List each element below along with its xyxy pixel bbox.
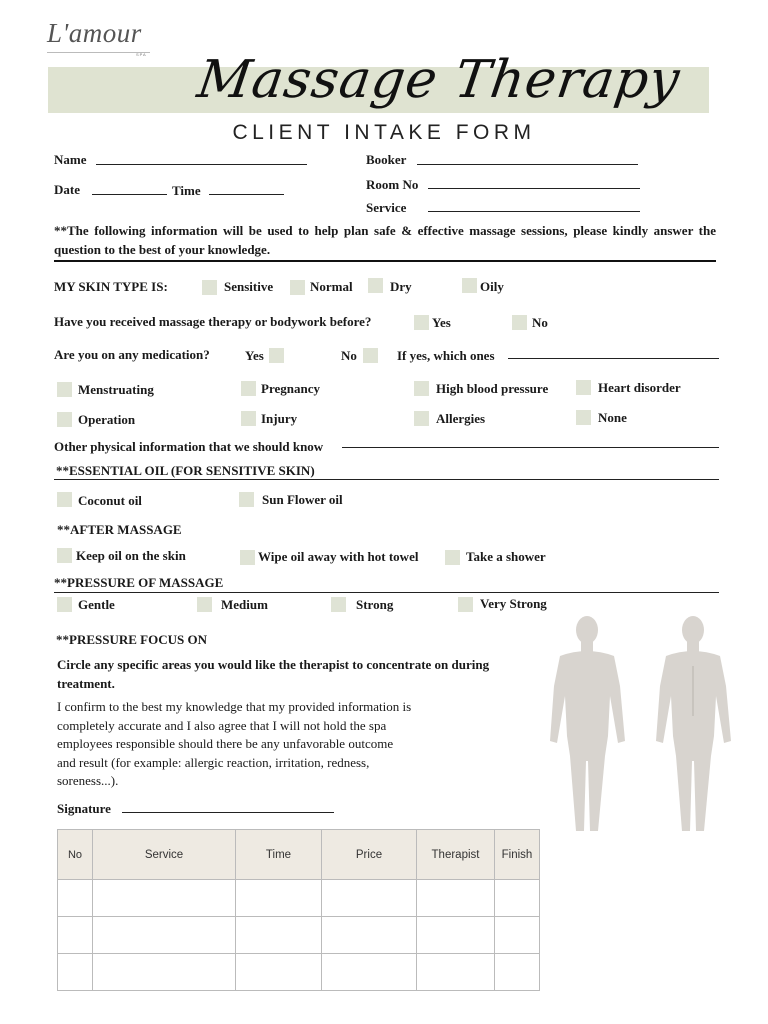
header-no: No xyxy=(58,830,93,880)
service-field[interactable] xyxy=(428,211,640,212)
option-operation: Operation xyxy=(78,412,136,427)
service-table xyxy=(57,829,540,991)
checkbox-none[interactable] xyxy=(576,410,591,425)
checkbox-medication-yes[interactable] xyxy=(269,348,284,363)
option-therapy-no: No xyxy=(532,315,548,330)
table-cell[interactable] xyxy=(58,954,93,991)
table-cell[interactable] xyxy=(417,880,495,917)
body-back-figure xyxy=(656,616,731,831)
checkbox-injury[interactable] xyxy=(241,411,256,426)
booker-label: Booker xyxy=(366,152,407,167)
script-title: Massage Therapy xyxy=(193,50,684,110)
table-cell[interactable] xyxy=(322,880,417,917)
table-row xyxy=(58,954,540,991)
table-cell[interactable] xyxy=(236,917,322,954)
option-menstruating: Menstruating xyxy=(78,382,154,397)
header-therapist: Therapist xyxy=(417,830,495,880)
spa-logo: L'amour xyxy=(47,18,142,48)
service-label: Service xyxy=(366,200,407,215)
checkbox-allergies[interactable] xyxy=(414,411,429,426)
checkbox-medium[interactable] xyxy=(197,597,212,612)
form-subtitle: CLIENT INTAKE FORM xyxy=(232,121,536,144)
header-service: Service xyxy=(93,830,236,880)
essential-oil-divider xyxy=(54,479,719,480)
option-normal: Normal xyxy=(310,279,353,294)
checkbox-gentle[interactable] xyxy=(57,597,72,612)
name-field[interactable] xyxy=(96,164,307,165)
signature-field[interactable] xyxy=(122,812,334,813)
other-info-label: Other physical information that we should know xyxy=(54,439,324,454)
checkbox-heart-disorder[interactable] xyxy=(576,380,591,395)
table-header-row xyxy=(58,830,540,880)
table-cell[interactable] xyxy=(236,954,322,991)
body-front-figure xyxy=(550,616,625,831)
option-gentle: Gentle xyxy=(78,597,115,612)
checkbox-sunflower-oil[interactable] xyxy=(239,492,254,507)
table-cell[interactable] xyxy=(58,880,93,917)
option-medication-yes: Yes xyxy=(245,348,264,363)
option-none: None xyxy=(598,410,627,425)
medication-question: Are you on any medication? xyxy=(54,347,210,362)
checkbox-sensitive[interactable] xyxy=(202,280,217,295)
therapy-before-question: Have you received massage therapy or bodywork before? xyxy=(54,314,372,329)
table-cell[interactable] xyxy=(495,917,540,954)
table-cell[interactable] xyxy=(93,880,236,917)
option-oily: Oily xyxy=(480,279,504,294)
time-field[interactable] xyxy=(209,194,284,195)
name-label: Name xyxy=(54,152,87,167)
header-finish: Finish xyxy=(495,830,540,880)
body-diagram[interactable] xyxy=(540,616,740,841)
checkbox-wipe-oil[interactable] xyxy=(240,550,255,565)
checkbox-oily[interactable] xyxy=(462,278,477,293)
checkbox-menstruating[interactable] xyxy=(57,382,72,397)
focus-instruction: Circle any specific areas you would like the therapist to concentrate on during treatment. xyxy=(57,657,490,691)
option-very-strong: Very Strong xyxy=(480,596,547,611)
checkbox-therapy-yes[interactable] xyxy=(414,315,429,330)
booker-field[interactable] xyxy=(417,164,638,165)
checkbox-normal[interactable] xyxy=(290,280,305,295)
table-cell[interactable] xyxy=(93,954,236,991)
skin-type-label: MY SKIN TYPE IS: xyxy=(54,279,168,294)
signature-label: Signature xyxy=(57,801,111,816)
checkbox-dry[interactable] xyxy=(368,278,383,293)
option-take-shower: Take a shower xyxy=(466,549,546,564)
option-therapy-yes: Yes xyxy=(432,315,451,330)
logo-subtext: SPA xyxy=(136,52,147,57)
option-sunflower-oil: Sun Flower oil xyxy=(262,492,343,507)
option-medication-no: No xyxy=(341,348,357,363)
room-no-label: Room No xyxy=(366,177,419,192)
checkbox-strong[interactable] xyxy=(331,597,346,612)
logo-divider xyxy=(47,52,150,53)
table-row xyxy=(58,880,540,917)
table-cell[interactable] xyxy=(495,880,540,917)
table-cell[interactable] xyxy=(417,917,495,954)
table-cell[interactable] xyxy=(495,954,540,991)
table-cell[interactable] xyxy=(322,954,417,991)
option-keep-oil: Keep oil on the skin xyxy=(76,548,186,563)
option-high-blood-pressure: High blood pressure xyxy=(436,381,549,396)
table-cell[interactable] xyxy=(93,917,236,954)
room-no-field[interactable] xyxy=(428,188,640,189)
option-allergies: Allergies xyxy=(436,411,486,426)
after-massage-title: **AFTER MASSAGE xyxy=(57,522,182,537)
notice-text: **The following information will be used to help plan safe & effective massage sessions, please kindly answer the question to the best of your knowledge. xyxy=(54,223,716,257)
table-row xyxy=(58,917,540,954)
notice-divider xyxy=(54,260,716,262)
checkbox-operation[interactable] xyxy=(57,412,72,427)
focus-title: **PRESSURE FOCUS ON xyxy=(56,632,207,647)
consent-text: I confirm to the best my knowledge that my provided information is completely accurate and I also agree that I will not hold the spa employees responsible should there be any unfavorable outcome and result (for example: allergic reaction, irritation, redness, soreness...). xyxy=(57,699,412,788)
option-sensitive: Sensitive xyxy=(224,279,274,294)
header-time: Time xyxy=(236,830,322,880)
option-injury: Injury xyxy=(261,411,298,426)
other-info-field[interactable] xyxy=(342,447,719,448)
table-cell[interactable] xyxy=(322,917,417,954)
checkbox-keep-oil[interactable] xyxy=(57,548,72,563)
table-cell[interactable] xyxy=(58,917,93,954)
option-coconut-oil: Coconut oil xyxy=(78,493,142,508)
option-wipe-oil: Wipe oil away with hot towel xyxy=(258,549,419,564)
date-field[interactable] xyxy=(92,194,167,195)
checkbox-coconut-oil[interactable] xyxy=(57,492,72,507)
table-cell[interactable] xyxy=(417,954,495,991)
option-strong: Strong xyxy=(356,597,394,612)
essential-oil-title: **ESSENTIAL OIL (FOR SENSITIVE SKIN) xyxy=(56,463,315,478)
pressure-title: **PRESSURE OF MASSAGE xyxy=(54,575,224,590)
option-pregnancy: Pregnancy xyxy=(261,381,320,396)
header-price: Price xyxy=(322,830,417,880)
checkbox-very-strong[interactable] xyxy=(458,597,473,612)
checkbox-pregnancy[interactable] xyxy=(241,381,256,396)
option-heart-disorder: Heart disorder xyxy=(598,380,681,395)
time-label: Time xyxy=(172,183,201,198)
option-dry: Dry xyxy=(390,279,412,294)
medication-which-label: If yes, which ones xyxy=(397,348,495,363)
checkbox-high-blood-pressure[interactable] xyxy=(414,381,429,396)
checkbox-medication-no[interactable] xyxy=(363,348,378,363)
date-label: Date xyxy=(54,182,80,197)
medication-which-field[interactable] xyxy=(508,358,719,359)
checkbox-therapy-no[interactable] xyxy=(512,315,527,330)
option-medium: Medium xyxy=(221,597,268,612)
checkbox-take-shower[interactable] xyxy=(445,550,460,565)
pressure-divider xyxy=(54,592,719,593)
table-cell[interactable] xyxy=(236,880,322,917)
